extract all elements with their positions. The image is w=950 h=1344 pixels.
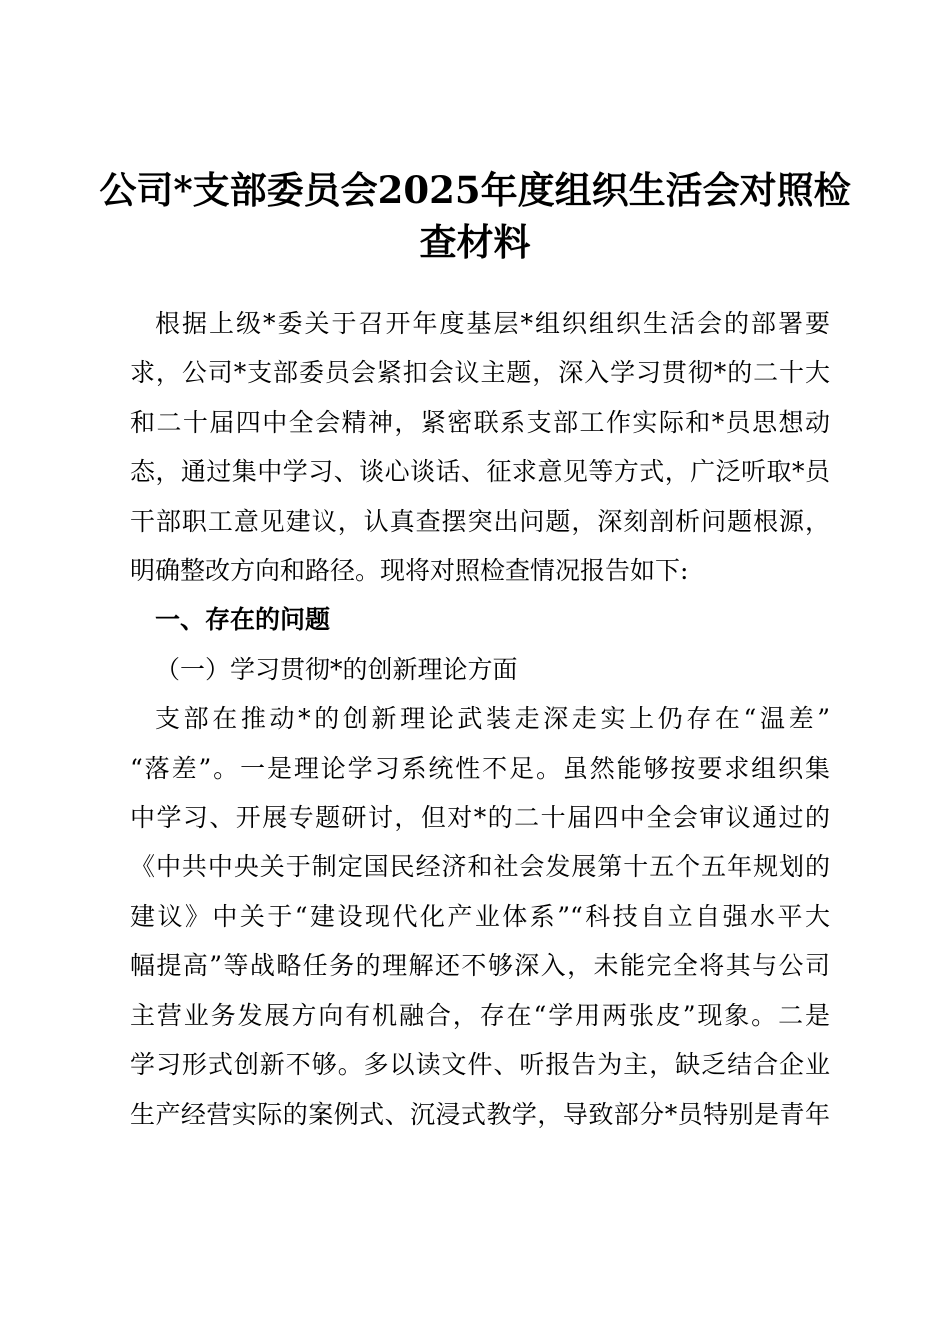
paragraph-line: 态，通过集中学习、谈心谈话、征求意见等方式，广泛听取*员 [130,457,830,487]
subsection-heading: （一）学习贯彻*的创新理论方面 [155,654,518,684]
section-paragraph [130,694,830,1139]
document-body [130,299,830,1139]
paragraph-line: 幅提高”等战略任务的理解还不够深入，未能完全将其与公司 [130,951,830,981]
intro-paragraph [130,299,830,595]
paragraph-line: “落差”。一是理论学习系统性不足。虽然能够按要求组织集 [130,753,830,783]
paragraph-line: 干部职工意见建议，认真查摆突出问题，深刻剖析问题根源， [130,506,830,536]
paragraph-line: 求，公司*支部委员会紧扣会议主题，深入学习贯彻*的二十大 [130,358,830,388]
paragraph-line: 和二十届四中全会精神，紧密联系支部工作实际和*员思想动 [130,407,830,437]
paragraph-line: 根据上级*委关于召开年度基层*组织组织生活会的部署要 [155,309,830,338]
paragraph-line: 支部在推动*的创新理论武装走深走实上仍存在“温差” [155,704,830,734]
paragraph-line: 中学习、开展专题研讨，但对*的二十届四中全会审议通过的 [130,803,830,833]
paragraph-line: 主营业务发展方向有机融合，存在“学用两张皮”现象。二是 [130,1000,830,1030]
document-title-line-2: 查材料 [419,220,531,264]
paragraph-line: 《中共中央关于制定国民经济和社会发展第十五个五年规划的 [130,852,830,882]
paragraph-line: 学习形式创新不够。多以读文件、听报告为主，缺乏结合企业 [130,1050,830,1080]
paragraph-line: 生产经营实际的案例式、沉浸式教学，导致部分*员特别是青年 [130,1099,830,1129]
document-title-line-1: 公司*支部委员会2025年度组织生活会对照检 [99,168,851,212]
paragraph-line: 明确整改方向和路径。现将对照检查情况报告如下: [130,556,689,586]
paragraph-line: 建议》中关于“建设现代化产业体系”“科技自立自强水平大 [130,901,830,931]
section-heading: 一、存在的问题 [155,605,331,635]
